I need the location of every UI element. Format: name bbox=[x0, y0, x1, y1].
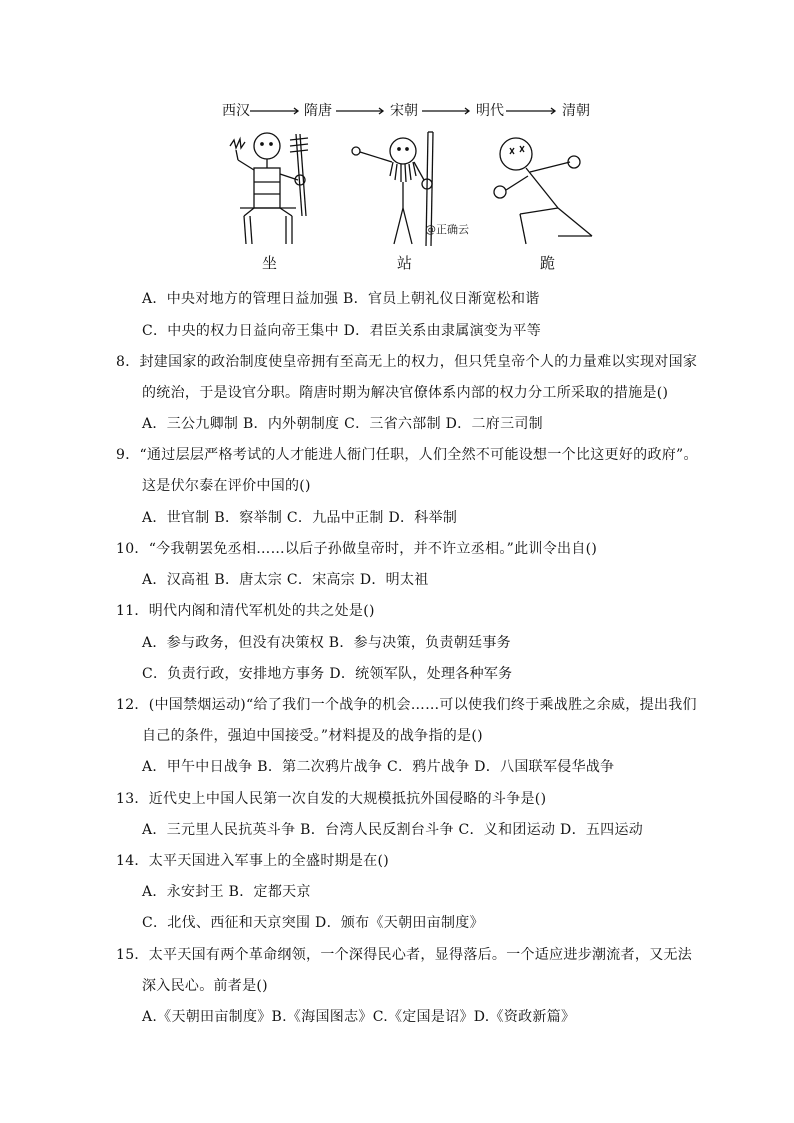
dynasty-label: 西汉 bbox=[222, 103, 250, 119]
pose-label: 跪 bbox=[540, 254, 556, 272]
dynasty-posture-figure bbox=[210, 96, 610, 276]
q14-stem: 14．太平天国进入军事上的全盛时期是在() bbox=[116, 853, 390, 869]
q14-options-cd: C．北伐、西征和天京突围 D．颁布《天朝田亩制度》 bbox=[142, 915, 484, 931]
q14-options-ab: A．永安封王 B．定都天京 bbox=[142, 884, 311, 900]
dynasty-label: 清朝 bbox=[562, 103, 590, 119]
watermark: @正确云 bbox=[425, 223, 469, 236]
q10-stem: 10．“今我朝罢免丞相……以后子孙做皇帝时，并不许立丞相。”此训令出自() bbox=[116, 541, 598, 557]
q13-options: A．三元里人民抗英斗争 B．台湾人民反割台斗争 C．义和团运动 D．五四运动 bbox=[142, 822, 644, 838]
q15-stem-cont: 深入民心。前者是() bbox=[142, 978, 268, 994]
q8-options: A．三公九卿制 B．内外朝制度 C．三省六部制 D．二府三司制 bbox=[142, 416, 543, 432]
q12-stem-cont: 自己的条件，强迫中国接受。”材料提及的战争指的是() bbox=[142, 728, 483, 744]
q9-stem-cont: 这是伏尔泰在评价中国的() bbox=[142, 478, 311, 494]
q12-stem: 12．(中国禁烟运动)“给了我们一个战争的机会……可以使我们终于乘战胜之余威，提出我们 bbox=[116, 697, 697, 713]
q10-options: A．汉高祖 B．唐太宗 C．宋高宗 D．明太祖 bbox=[142, 572, 429, 588]
q9-stem: 9．“通过层层严格考试的人才能进人衙门任职，人们全然不可能设想一个比这更好的政府”。 bbox=[116, 447, 698, 463]
q11-options-cd: C．负责行政，安排地方事务 D．统领军队，处理各种军务 bbox=[142, 666, 513, 682]
q12-options: A．甲午中日战争 B．第二次鸦片战争 C．鸦片战争 D．八国联军侵华战争 bbox=[142, 759, 615, 775]
dynasty-label: 隋唐 bbox=[304, 103, 332, 119]
pose-label: 站 bbox=[397, 254, 413, 272]
q9-options: A．世官制 B．察举制 C．九品中正制 D．科举制 bbox=[142, 510, 458, 526]
stick-figure-illustration bbox=[210, 96, 610, 276]
dynasty-label: 宋朝 bbox=[390, 103, 418, 119]
q13-stem: 13．近代史上中国人民第一次自发的大规模抵抗外国侵略的斗争是() bbox=[116, 791, 547, 807]
q8-stem: 8．封建国家的政治制度使皇帝拥有至高无上的权力，但只凭皇帝个人的力量难以实现对国家 bbox=[116, 354, 698, 370]
q7-options-cd: C．中央的权力日益向帝王集中 D．君臣关系由隶属演变为平等 bbox=[142, 323, 542, 339]
q11-stem: 11．明代内阁和清代军机处的共之处是() bbox=[116, 603, 375, 619]
dynasty-label: 明代 bbox=[476, 103, 504, 119]
q15-options: A.《天朝田亩制度》B.《海国图志》C.《定国是诏》D.《资政新篇》 bbox=[142, 1009, 576, 1025]
q8-stem-cont: 的统治，于是设官分职。隋唐时期为解决官僚体系内部的权力分工所采取的措施是() bbox=[142, 385, 669, 401]
q7-options-ab: A．中央对地方的管理日益加强 B．官员上朝礼仪日渐宽松和谐 bbox=[142, 291, 540, 307]
pose-label: 坐 bbox=[262, 254, 278, 272]
q15-stem: 15．太平天国有两个革命纲领，一个深得民心者，显得落后。一个适应进步潮流者，又无法 bbox=[116, 947, 693, 963]
q11-options-ab: A．参与政务，但没有决策权 B．参与决策，负责朝廷事务 bbox=[142, 635, 511, 651]
